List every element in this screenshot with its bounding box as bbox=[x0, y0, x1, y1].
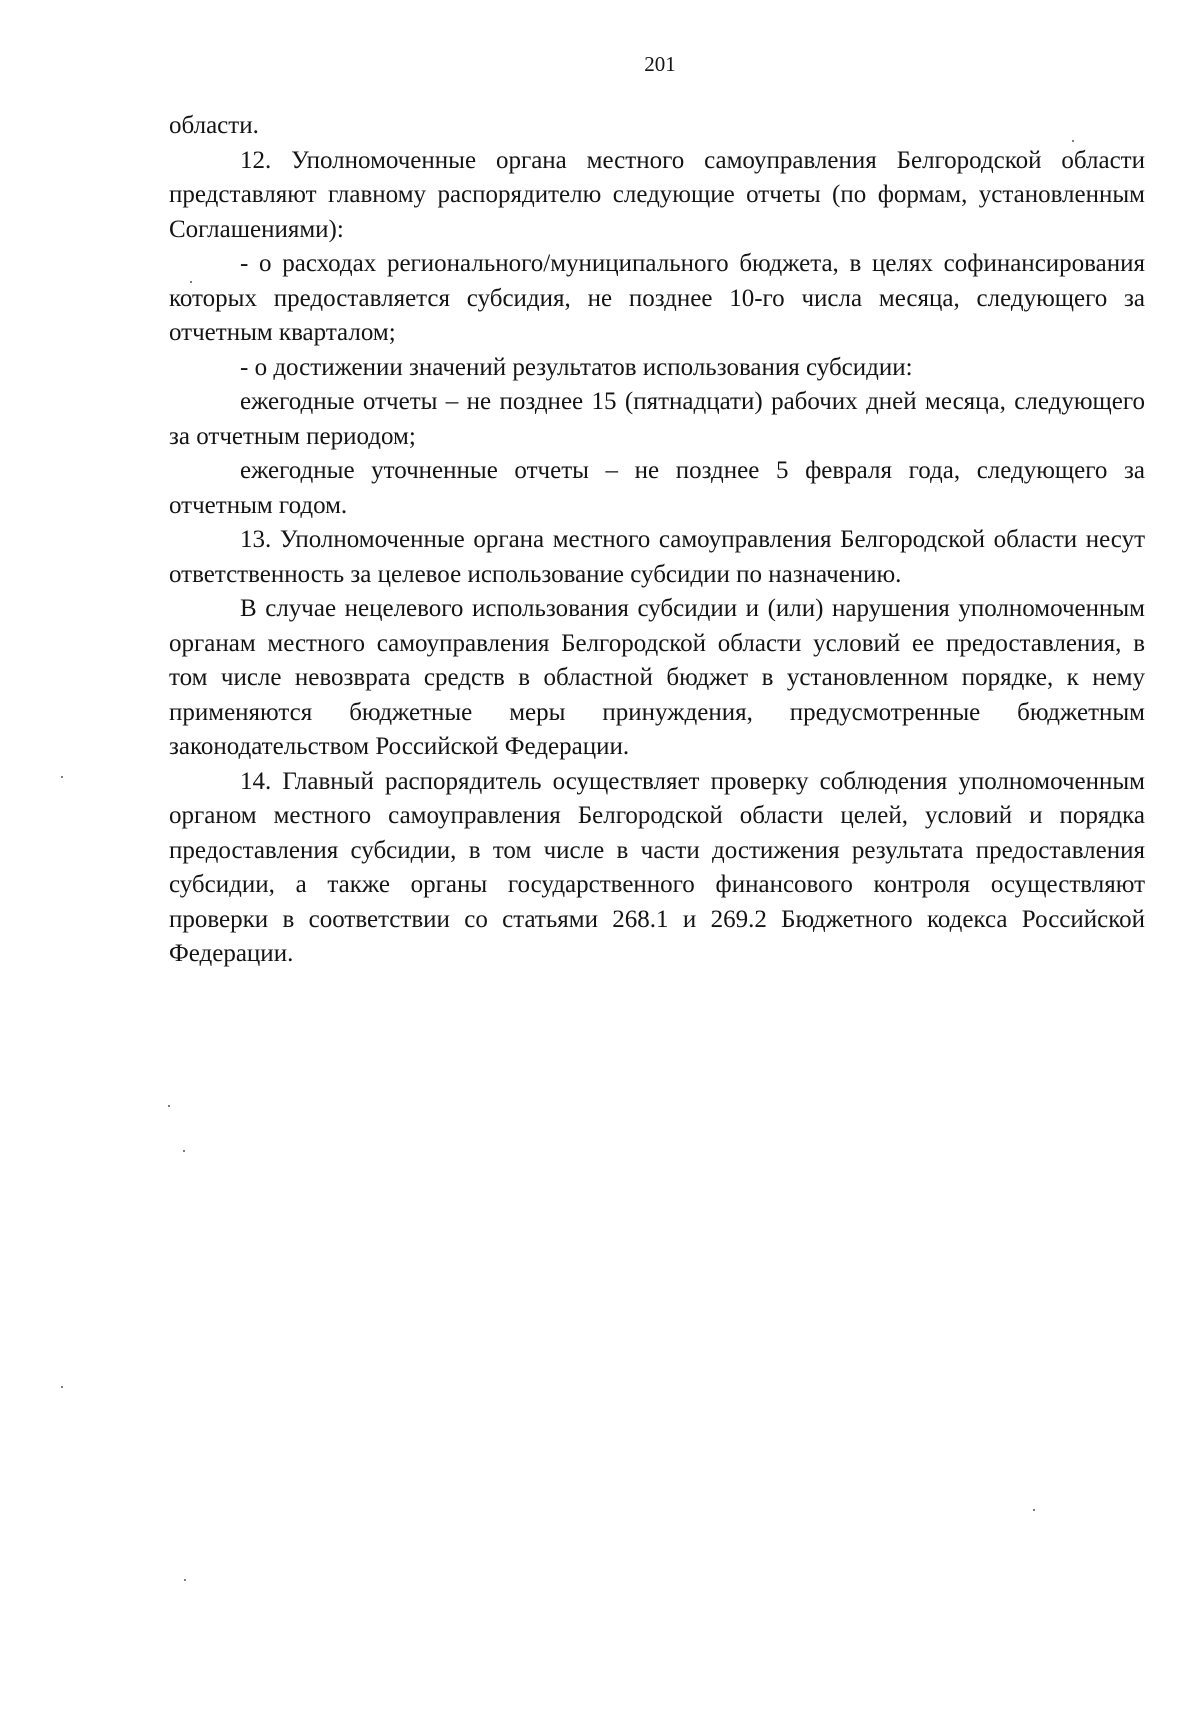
scan-speck bbox=[1072, 140, 1074, 142]
paragraph-item-12: 12. Уполномоченные органа местного самоуправления Белгородской области представляют главному распорядителю следующие отчеты (по формам, установленным Соглашениями): bbox=[169, 146, 1145, 243]
scan-speck bbox=[61, 1386, 63, 1388]
paragraph-annual-refined-reports: ежегодные уточненные отчеты – не позднее 5 февраля года, следующего за отчетным годом. bbox=[169, 457, 1145, 519]
paragraph-results-report: - о достижении значений результатов использования субсидии: bbox=[240, 353, 913, 381]
paragraph-item-14: 14. Главный распорядитель осуществляет проверку соблюдения уполномоченным органом местного самоуправления Белгородской области целей, условий и порядка предоставления субсидии, в том числе в части достижения результата предоставления субсидии, а также органы государственного финансового контроля осуществляют проверки в соответствии со статьями 268.1 и 269.2 Бюджетного кодекса Российской Федерации. bbox=[169, 767, 1145, 967]
paragraph-annual-reports: ежегодные отчеты – не позднее 15 (пятнадцати) рабочих дней месяца, следующего за отчетным периодом; bbox=[169, 388, 1145, 450]
paragraph-expenses-report: - о расходах регионального/муниципального бюджета, в целях софинансирования которых предоставляется субсидия, не позднее 10-го числа месяца, следующего за отчетным кварталом; bbox=[169, 250, 1145, 346]
scan-speck bbox=[183, 1150, 185, 1152]
scan-speck bbox=[1033, 1509, 1035, 1511]
paragraph-continuation: области. bbox=[169, 112, 259, 139]
scan-speck bbox=[168, 1105, 170, 1107]
paragraph-misuse-measures: В случае нецелевого использования субсидии и (или) нарушения уполномоченным органам местного самоуправления Белгородской области условий ее предоставления, в том числе невозврата средств в областной бюджет в установленном порядке, к нему применяются бюджетные меры принуждения, предусмотренные бюджетным законодательством Российской Федерации. bbox=[169, 595, 1145, 760]
paragraph-item-13: 13. Уполномоченные органа местного самоуправления Белгородской области несут ответственность за целевое использование субсидии по назначению. bbox=[169, 526, 1145, 588]
scan-speck bbox=[184, 1579, 186, 1581]
scan-speck bbox=[61, 776, 63, 778]
document-body bbox=[169, 109, 1145, 972]
scan-speck bbox=[190, 281, 192, 283]
page-number: 201 bbox=[644, 52, 676, 76]
